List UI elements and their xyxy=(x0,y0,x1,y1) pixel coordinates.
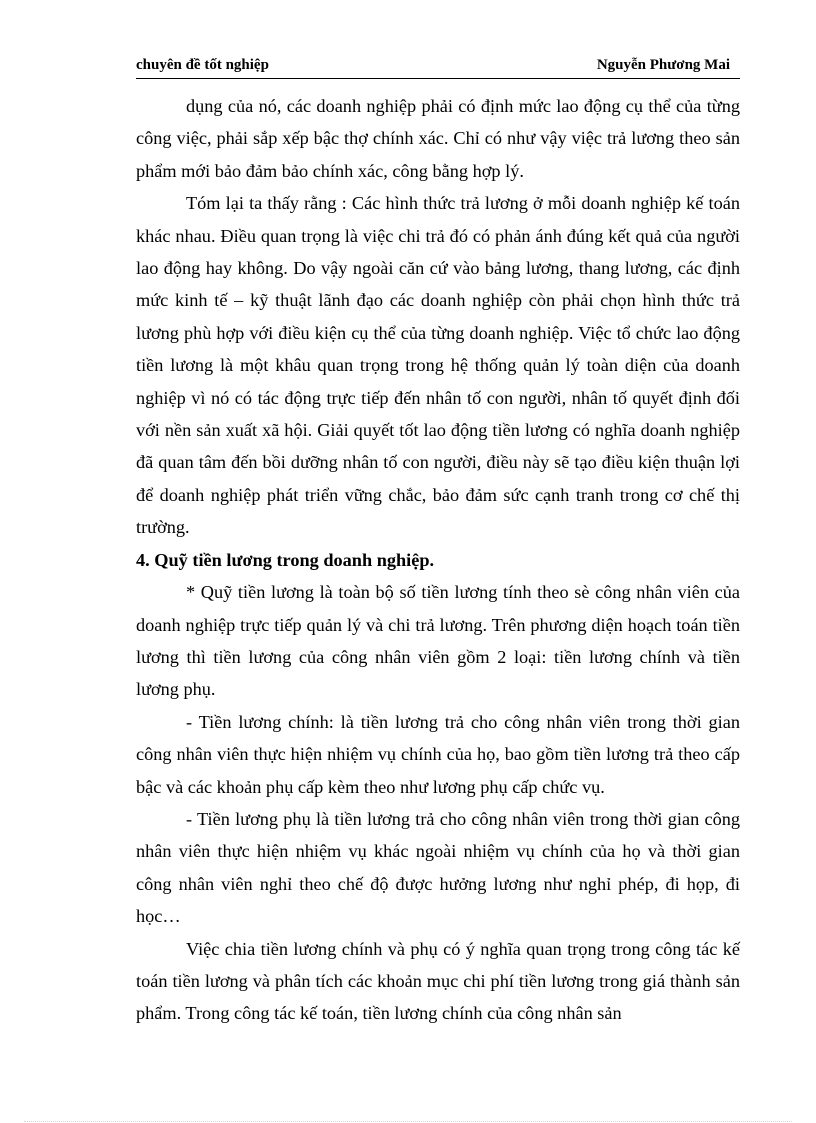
paragraph-summary: Tóm lại ta thấy rằng : Các hình thức trả lương ở mỗi doanh nghiệp kế toán khác nhau. Điều quan trọng là việc chi trả đó có phản ánh đúng kết quả của người lao động hay không. Do vậy ngoài căn cứ vào bảng lương, thang lương, các định mức kinh tế – kỹ thuật lãnh đạo các doanh nghiệp còn phải chọn hình thức trả lương phù hợp với điều kiện cụ thể của từng doanh nghiệp. Việc tổ chức lao động tiền lương là một khâu quan trọng trong hệ thống quản lý toàn diện của doanh nghiệp vì nó có tác động trực tiếp đến nhân tố con người, nhân tố quyết định đối với nền sản xuất xã hội. Giải quyết tốt lao động tiền lương có nghĩa doanh nghiệp đã quan tâm đến bồi dưỡng nhân tố con người, điều này sẽ tạo điều kiện thuận lợi để doanh nghiệp phát triển vững chắc, bảo đảm sức cạnh tranh trong cơ chế thị trường. xyxy=(136,193,740,538)
paragraph-continuation: dụng của nó, các doanh nghiệp phải có định mức lao động cụ thể của từng công việc, phải sắp xếp bậc thợ chính xác. Chỉ có như vậy việc trả lương theo sản phẩm mới bảo đảm bảo chính xác, công bằng hợp lý. xyxy=(136,96,740,181)
page-header xyxy=(136,56,740,79)
paragraph-secondary-wage: - Tiền lương phụ là tiền lương trả cho công nhân viên trong thời gian công nhân viên thực hiện nhiệm vụ khác ngoài nhiệm vụ chính của họ và thời gian công nhân viên nghỉ theo chế độ được hưởng lương như nghỉ phép, đi họp, đi học… xyxy=(136,808,740,927)
header-document-type: chuyên đề tốt nghiệp xyxy=(136,57,269,73)
header-author-name: Nguyễn Phương Mai xyxy=(596,57,730,73)
section-heading: 4. Quỹ tiền lương trong doanh nghiệp. xyxy=(136,549,435,570)
page-bottom-divider xyxy=(24,1121,792,1122)
paragraph-wage-division: Việc chia tiền lương chính và phụ có ý nghĩa quan trọng trong công tác kế toán tiền lương và phân tích các khoản mục chi phí tiền lương trong giá thành sản phẩm. Trong công tác kế toán, tiền lương chính của công nhân sản xyxy=(136,938,740,1024)
paragraph-main-wage: - Tiền lương chính: là tiền lương trả cho công nhân viên trong thời gian công nhân viên thực hiện nhiệm vụ chính của họ, bao gồm tiền lương trả theo cấp bậc và các khoản phụ cấp kèm theo như lương phụ cấp chức vụ. xyxy=(136,711,740,797)
paragraph-wage-fund: * Quỹ tiền lương là toàn bộ số tiền lương tính theo sè công nhân viên của doanh nghiệp trực tiếp quản lý và chi trả lương. Trên phương diện hoạch toán tiền lương thì tiền lương của công nhân viên gồm 2 loại: tiền lương chính và tiền lương phụ. xyxy=(136,582,740,700)
document-body xyxy=(136,90,740,1030)
